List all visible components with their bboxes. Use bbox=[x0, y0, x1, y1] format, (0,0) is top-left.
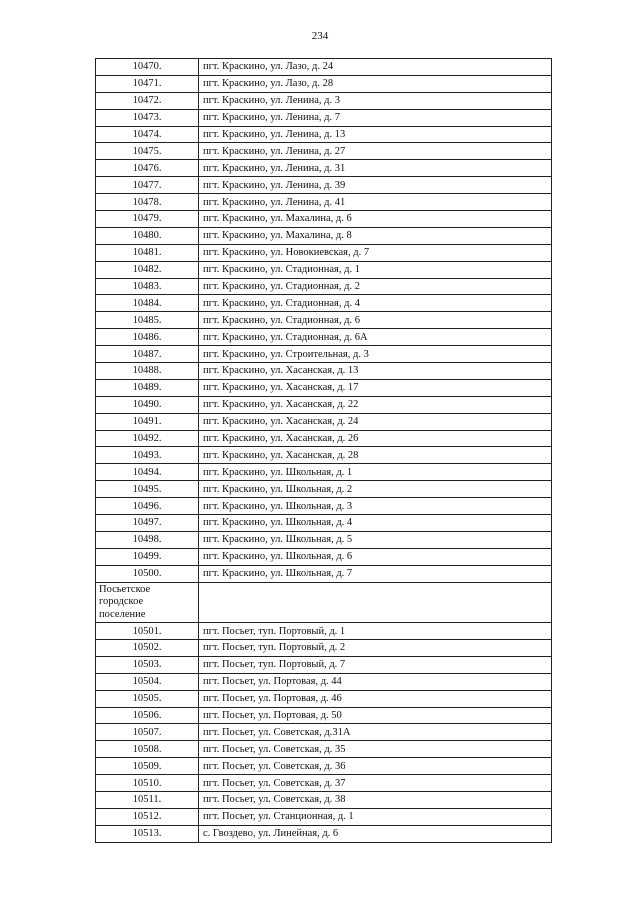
table-row bbox=[96, 244, 552, 261]
row-address: с. Гвоздево, ул. Линейная, д. 6 bbox=[199, 825, 552, 842]
row-number: 10488. bbox=[96, 363, 199, 380]
table-row bbox=[96, 379, 552, 396]
table-row bbox=[96, 312, 552, 329]
row-address: пгт. Краскино, ул. Хасанская, д. 28 bbox=[199, 447, 552, 464]
table-row bbox=[96, 515, 552, 532]
row-address: пгт. Краскино, ул. Ленина, д. 39 bbox=[199, 177, 552, 194]
row-number: 10492. bbox=[96, 430, 199, 447]
row-number: 10475. bbox=[96, 143, 199, 160]
row-address: пгт. Краскино, ул. Стадионная, д. 2 bbox=[199, 278, 552, 295]
row-address: пгт. Посьет, ул. Советская, д. 36 bbox=[199, 758, 552, 775]
table-row bbox=[96, 690, 552, 707]
row-address: пгт. Краскино, ул. Ленина, д. 7 bbox=[199, 109, 552, 126]
row-number: 10482. bbox=[96, 261, 199, 278]
table-row bbox=[96, 211, 552, 228]
table-row bbox=[96, 758, 552, 775]
table-body-posyet bbox=[96, 623, 552, 843]
row-address: пгт. Краскино, ул. Ленина, д. 27 bbox=[199, 143, 552, 160]
row-number: 10471. bbox=[96, 75, 199, 92]
table-row bbox=[96, 109, 552, 126]
row-number: 10496. bbox=[96, 498, 199, 515]
table-row bbox=[96, 775, 552, 792]
row-address: пгт. Краскино, ул. Ленина, д. 41 bbox=[199, 194, 552, 211]
row-number: 10480. bbox=[96, 227, 199, 244]
page-number: 234 bbox=[311, 30, 329, 42]
row-number: 10507. bbox=[96, 724, 199, 741]
row-number: 10478. bbox=[96, 194, 199, 211]
section-label-line: городское bbox=[99, 596, 144, 608]
table-row bbox=[96, 227, 552, 244]
row-number: 10476. bbox=[96, 160, 199, 177]
row-number: 10486. bbox=[96, 329, 199, 346]
row-address: пгт. Краскино, ул. Хасанская, д. 17 bbox=[199, 379, 552, 396]
table-row bbox=[96, 329, 552, 346]
table-row bbox=[96, 640, 552, 657]
row-number: 10498. bbox=[96, 531, 199, 548]
table-row bbox=[96, 656, 552, 673]
table-row bbox=[96, 75, 552, 92]
row-address: пгт. Краскино, ул. Стадионная, д. 4 bbox=[199, 295, 552, 312]
section-empty-cell bbox=[199, 582, 552, 623]
row-address: пгт. Краскино, ул. Стадионная, д. 6А bbox=[199, 329, 552, 346]
row-address: пгт. Краскино, ул. Ленина, д. 13 bbox=[199, 126, 552, 143]
row-number: 10513. bbox=[96, 825, 199, 842]
row-number: 10511. bbox=[96, 792, 199, 809]
table-row bbox=[96, 413, 552, 430]
table-row bbox=[96, 92, 552, 109]
table-row bbox=[96, 673, 552, 690]
row-address: пгт. Краскино, ул. Хасанская, д. 26 bbox=[199, 430, 552, 447]
row-number: 10508. bbox=[96, 741, 199, 758]
table-row bbox=[96, 396, 552, 413]
row-address: пгт. Краскино, ул. Школьная, д. 6 bbox=[199, 548, 552, 565]
table-row bbox=[96, 531, 552, 548]
row-number: 10501. bbox=[96, 623, 199, 640]
row-number: 10495. bbox=[96, 481, 199, 498]
row-number: 10487. bbox=[96, 346, 199, 363]
row-number: 10473. bbox=[96, 109, 199, 126]
row-address: пгт. Посьет, ул. Советская, д. 37 bbox=[199, 775, 552, 792]
row-address: пгт. Краскино, ул. Школьная, д. 7 bbox=[199, 565, 552, 582]
row-address: пгт. Краскино, ул. Новокиевская, д. 7 bbox=[199, 244, 552, 261]
table-row bbox=[96, 464, 552, 481]
row-number: 10510. bbox=[96, 775, 199, 792]
section-label-line: поселение bbox=[99, 608, 146, 620]
row-number: 10479. bbox=[96, 211, 199, 228]
row-address: пгт. Краскино, ул. Лазо, д. 24 bbox=[199, 59, 552, 76]
row-address: пгт. Посьет, туп. Портовый, д. 1 bbox=[199, 623, 552, 640]
row-address: пгт. Краскино, ул. Хасанская, д. 24 bbox=[199, 413, 552, 430]
row-address: пгт. Краскино, ул. Строительная, д. 3 bbox=[199, 346, 552, 363]
table-row bbox=[96, 741, 552, 758]
table-row bbox=[96, 160, 552, 177]
row-address: пгт. Посьет, ул. Портовая, д. 46 bbox=[199, 690, 552, 707]
row-address: пгт. Краскино, ул. Ленина, д. 31 bbox=[199, 160, 552, 177]
row-address: пгт. Посьет, туп. Портовый, д. 7 bbox=[199, 656, 552, 673]
table-row bbox=[96, 278, 552, 295]
row-number: 10485. bbox=[96, 312, 199, 329]
row-number: 10499. bbox=[96, 548, 199, 565]
table-row bbox=[96, 363, 552, 380]
section-row bbox=[96, 582, 552, 623]
row-address: пгт. Краскино, ул. Махалина, д. 6 bbox=[199, 211, 552, 228]
table-row bbox=[96, 548, 552, 565]
table-row bbox=[96, 498, 552, 515]
row-number: 10483. bbox=[96, 278, 199, 295]
row-address: пгт. Посьет, ул. Советская, д. 38 bbox=[199, 792, 552, 809]
row-address: пгт. Краскино, ул. Хасанская, д. 13 bbox=[199, 363, 552, 380]
table-row bbox=[96, 808, 552, 825]
table-row bbox=[96, 623, 552, 640]
row-number: 10491. bbox=[96, 413, 199, 430]
table-row bbox=[96, 177, 552, 194]
table-body-kraskino bbox=[96, 59, 552, 583]
row-address: пгт. Краскино, ул. Махалина, д. 8 bbox=[199, 227, 552, 244]
row-number: 10472. bbox=[96, 92, 199, 109]
table-row bbox=[96, 59, 552, 76]
row-number: 10489. bbox=[96, 379, 199, 396]
table-row bbox=[96, 194, 552, 211]
table-row bbox=[96, 430, 552, 447]
row-address: пгт. Краскино, ул. Школьная, д. 2 bbox=[199, 481, 552, 498]
row-number: 10500. bbox=[96, 565, 199, 582]
row-address: пгт. Краскино, ул. Школьная, д. 5 bbox=[199, 531, 552, 548]
row-number: 10505. bbox=[96, 690, 199, 707]
row-number: 10506. bbox=[96, 707, 199, 724]
row-number: 10474. bbox=[96, 126, 199, 143]
row-address: пгт. Краскино, ул. Школьная, д. 1 bbox=[199, 464, 552, 481]
table-row bbox=[96, 707, 552, 724]
address-registry-table bbox=[95, 58, 552, 843]
table-row bbox=[96, 126, 552, 143]
row-number: 10493. bbox=[96, 447, 199, 464]
row-number: 10503. bbox=[96, 656, 199, 673]
row-number: 10477. bbox=[96, 177, 199, 194]
table-row bbox=[96, 295, 552, 312]
row-number: 10509. bbox=[96, 758, 199, 775]
table-row bbox=[96, 143, 552, 160]
row-address: пгт. Посьет, туп. Портовый, д. 2 bbox=[199, 640, 552, 657]
section-label bbox=[96, 582, 199, 623]
row-address: пгт. Краскино, ул. Лазо, д. 28 bbox=[199, 75, 552, 92]
row-number: 10490. bbox=[96, 396, 199, 413]
row-number: 10502. bbox=[96, 640, 199, 657]
row-number: 10484. bbox=[96, 295, 199, 312]
row-number: 10494. bbox=[96, 464, 199, 481]
table-row bbox=[96, 481, 552, 498]
row-address: пгт. Краскино, ул. Ленина, д. 3 bbox=[199, 92, 552, 109]
table-row bbox=[96, 825, 552, 842]
row-address: пгт. Посьет, ул. Советская, д.31А bbox=[199, 724, 552, 741]
table-row bbox=[96, 565, 552, 582]
section-posyet bbox=[96, 582, 552, 623]
table-row bbox=[96, 346, 552, 363]
row-address: пгт. Посьет, ул. Советская, д. 35 bbox=[199, 741, 552, 758]
row-number: 10481. bbox=[96, 244, 199, 261]
table-row bbox=[96, 792, 552, 809]
row-address: пгт. Краскино, ул. Школьная, д. 4 bbox=[199, 515, 552, 532]
row-number: 10504. bbox=[96, 673, 199, 690]
section-label-line: Посьетское bbox=[99, 583, 151, 595]
row-number: 10497. bbox=[96, 515, 199, 532]
table-row bbox=[96, 724, 552, 741]
table-row bbox=[96, 447, 552, 464]
table-row bbox=[96, 261, 552, 278]
row-address: пгт. Краскино, ул. Стадионная, д. 1 bbox=[199, 261, 552, 278]
row-address: пгт. Посьет, ул. Портовая, д. 50 bbox=[199, 707, 552, 724]
row-address: пгт. Краскино, ул. Школьная, д. 3 bbox=[199, 498, 552, 515]
row-address: пгт. Краскино, ул. Стадионная, д. 6 bbox=[199, 312, 552, 329]
row-address: пгт. Посьет, ул. Портовая, д. 44 bbox=[199, 673, 552, 690]
row-number: 10470. bbox=[96, 59, 199, 76]
row-address: пгт. Посьет, ул. Станционная, д. 1 bbox=[199, 808, 552, 825]
row-number: 10512. bbox=[96, 808, 199, 825]
row-address: пгт. Краскино, ул. Хасанская, д. 22 bbox=[199, 396, 552, 413]
